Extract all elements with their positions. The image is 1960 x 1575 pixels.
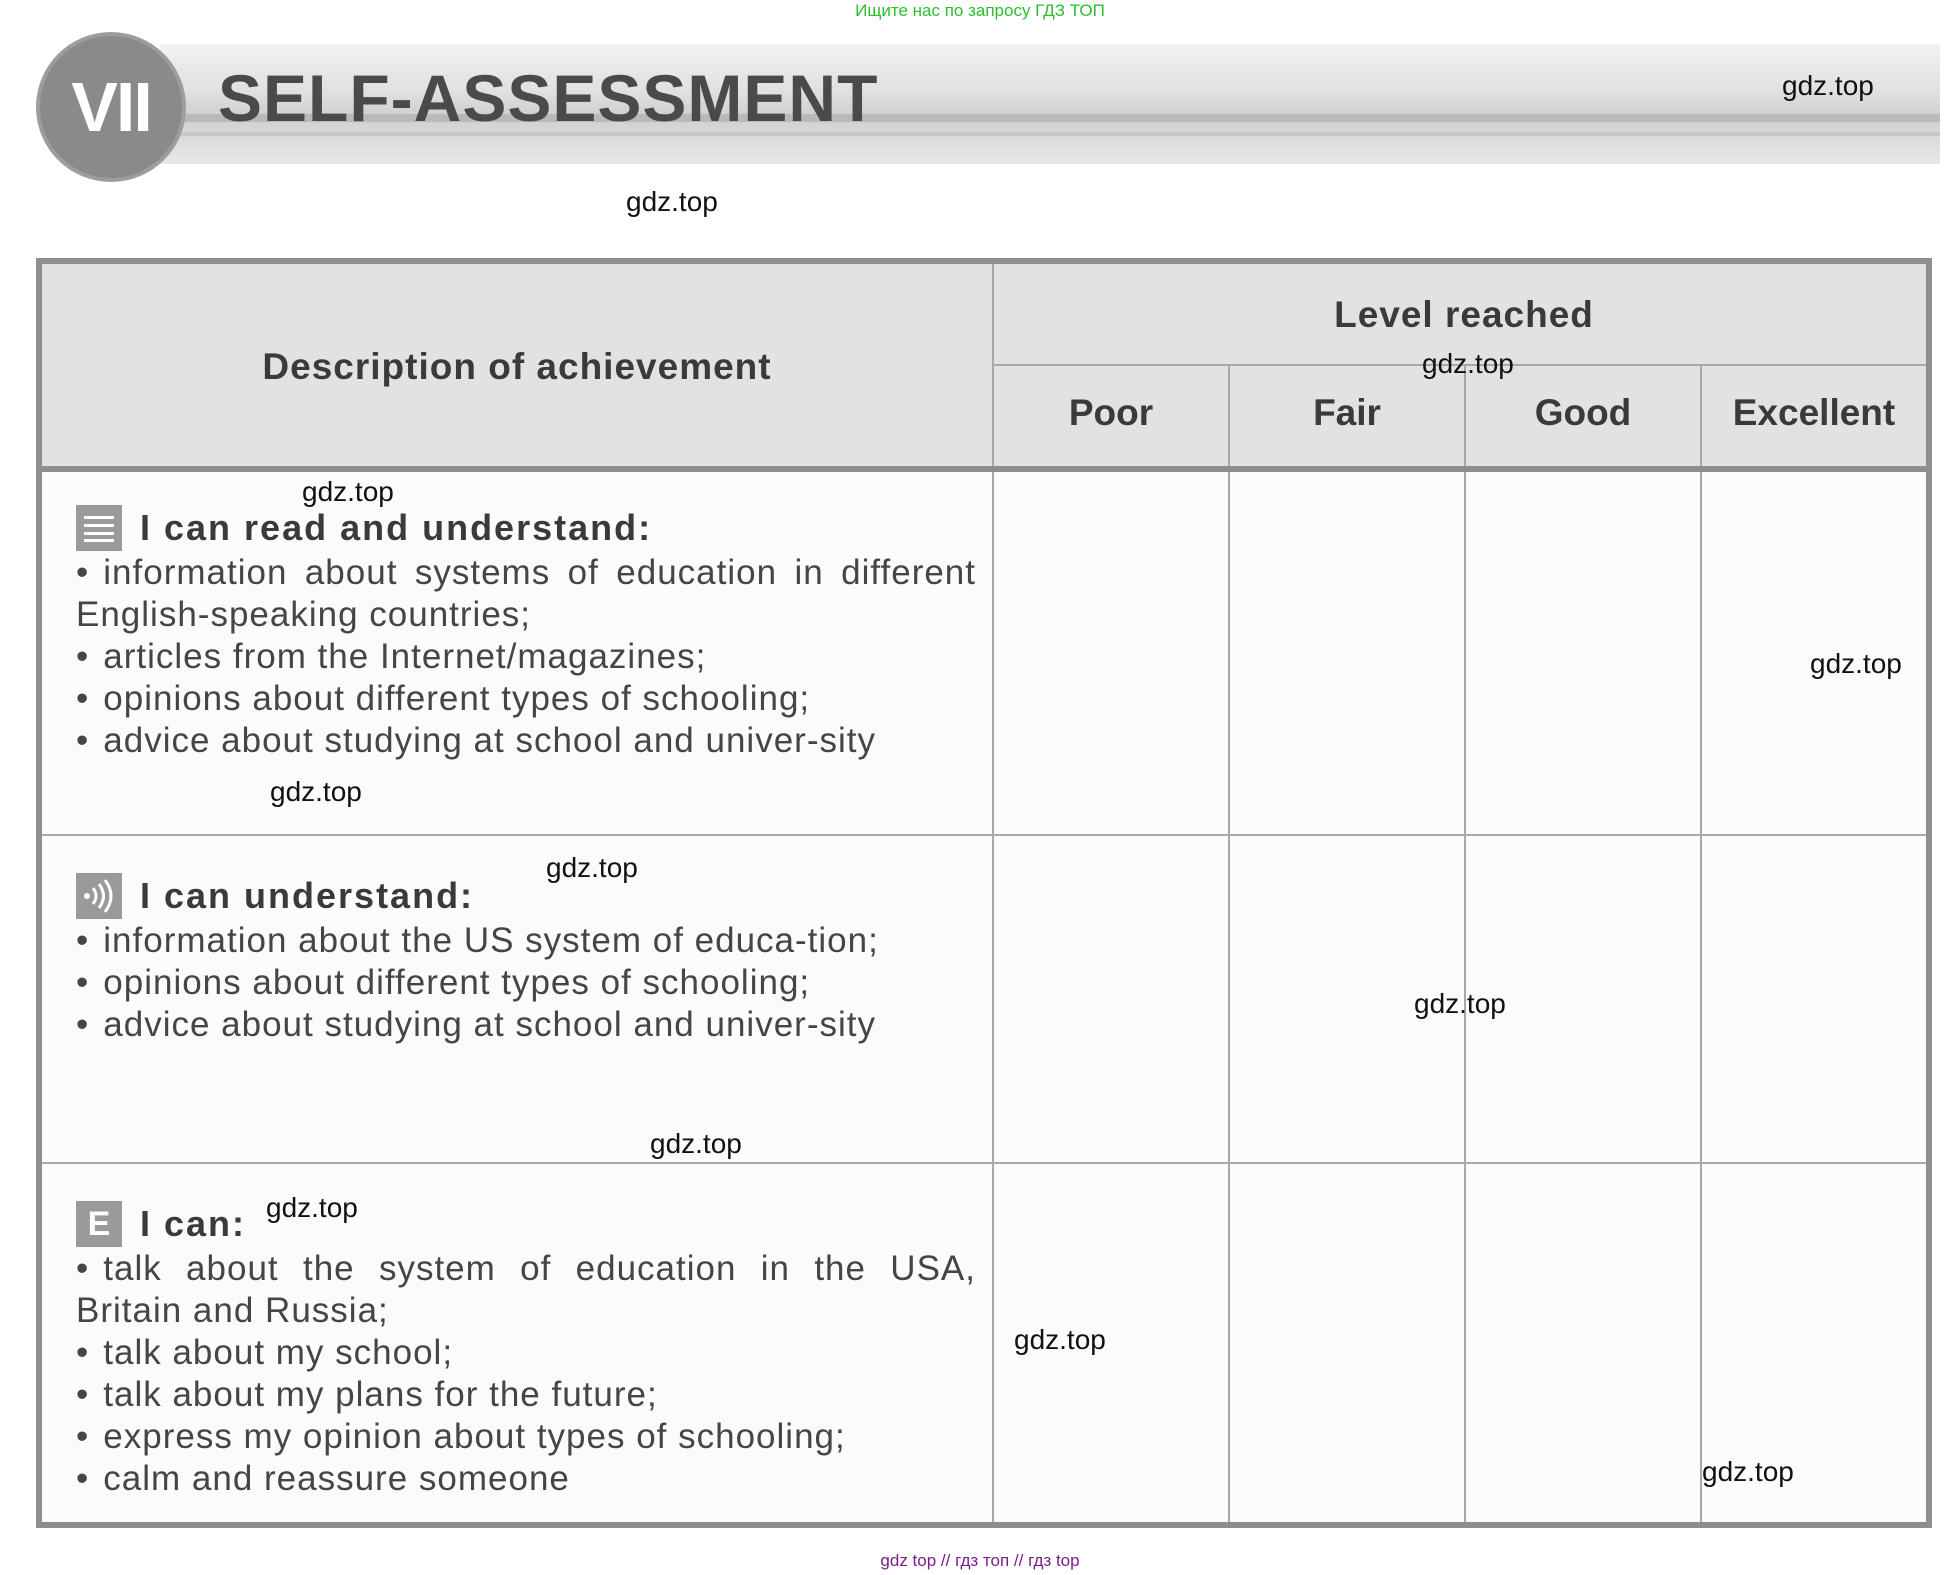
watermark: gdz.top (626, 186, 718, 217)
section-title: I can: (140, 1203, 247, 1244)
level-fair-header: Fair (1313, 392, 1381, 433)
top-banner: Ищите нас по запросу ГДЗ ТОП (855, 1, 1105, 20)
watermark: gdz.top (1782, 70, 1874, 101)
list-item: • express my opinion about types of schooling; (76, 1417, 846, 1456)
footer-banner: gdz top // гдз топ // гдз top (880, 1551, 1080, 1570)
watermark: gdz.top (1422, 348, 1514, 379)
list-item: • talk about my plans for the future; (76, 1375, 658, 1414)
list-item: • information about the US system of educa-tion; (76, 921, 879, 960)
page-title: SELF-ASSESSMENT (218, 61, 879, 135)
section-title: I can read and understand: (140, 507, 653, 548)
watermark: gdz.top (270, 776, 362, 807)
section-speaking (76, 1200, 976, 1500)
section-listening (76, 872, 976, 1046)
speaking-icon: E (76, 1201, 122, 1247)
level-poor-header: Poor (1068, 392, 1154, 433)
self-assessment-table (36, 258, 1932, 1528)
watermark: gdz.top (1810, 648, 1902, 679)
list-item: • opinions about different types of schooling; (76, 679, 811, 718)
list-item: • opinions about different types of schooling; (76, 963, 811, 1002)
watermark: gdz.top (650, 1128, 742, 1159)
watermark: gdz.top (266, 1192, 358, 1223)
listening-icon (76, 873, 122, 919)
list-item: • talk about the system of education in the USA, Britain and Russia; (76, 1249, 976, 1330)
watermark: gdz.top (1014, 1324, 1106, 1355)
list-item: • information about systems of education in different English-speaking countries; (76, 553, 976, 634)
unit-badge: VII (40, 36, 182, 178)
level-reached-header: Level reached (1334, 294, 1594, 335)
watermark: gdz.top (546, 852, 638, 883)
watermark: gdz.top (302, 476, 394, 507)
description-column-header: Description of achievement (262, 346, 772, 387)
watermark: gdz.top (1702, 1456, 1794, 1487)
reading-icon (76, 505, 122, 551)
level-excellent-header: Excellent (1732, 392, 1896, 433)
list-item: • talk about my school; (76, 1333, 454, 1372)
watermark: gdz.top (1414, 988, 1506, 1019)
list-item: • articles from the Internet/magazines; (76, 637, 707, 676)
list-item: • advice about studying at school and univer-sity (76, 1005, 876, 1044)
list-item: • advice about studying at school and univer-sity (76, 721, 876, 760)
section-title: I can understand: (140, 875, 475, 916)
section-reading (76, 504, 976, 762)
list-item: • calm and reassure someone (76, 1459, 570, 1498)
level-good-header: Good (1534, 392, 1632, 433)
